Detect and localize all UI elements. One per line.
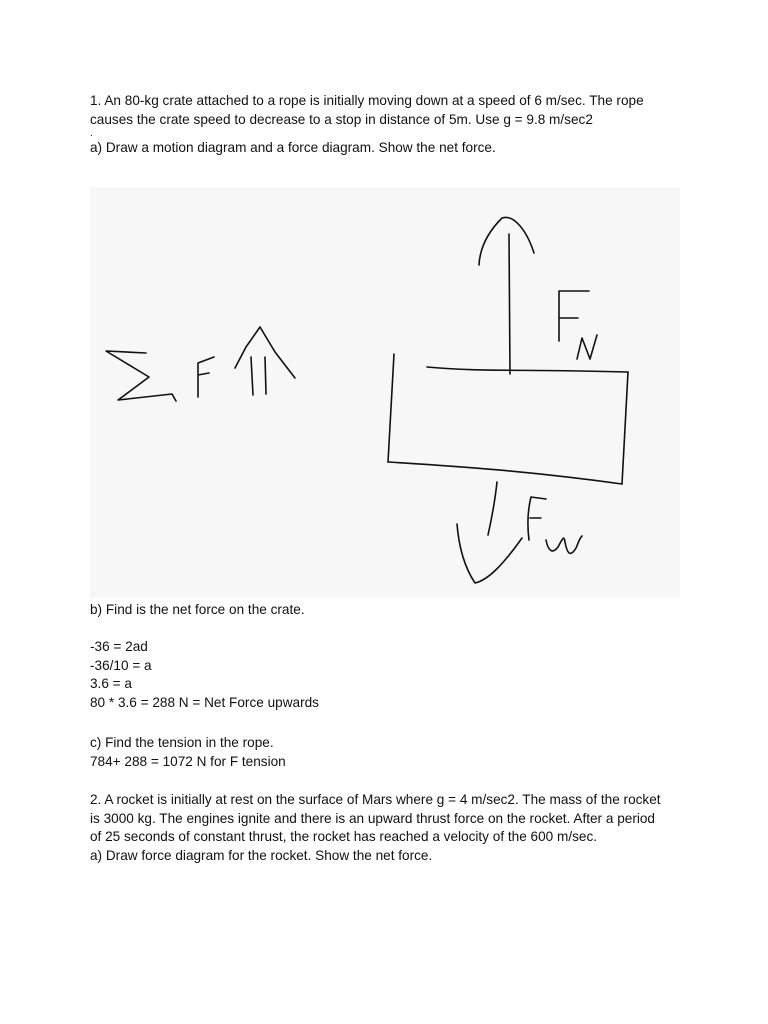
sigma-glyph: [106, 351, 176, 401]
problem-1-line: 1. An 80-kg crate attached to a rope is initially moving down at a speed of 6 m/sec. The rope: [90, 93, 644, 108]
problem-2-line: is 3000 kg. The engines ignite and there is an upward thrust force on the rocket. After a period: [90, 810, 655, 826]
crate-left-edge: [388, 354, 394, 462]
weight-force-label: [528, 497, 582, 553]
normal-force-head: [479, 217, 534, 265]
normal-force-n-glyph: [577, 335, 597, 359]
part-c-answer: 784+ 288 = 1072 N for F tension: [90, 753, 286, 769]
part-b-work-line: -36 = 2ad: [90, 639, 148, 654]
crate-bottom-edge: [388, 462, 622, 484]
weight-force-head: [457, 524, 522, 583]
arrow-left-shaft: [251, 357, 253, 395]
part-b-question: b) Find is the net force on the crate.: [90, 602, 305, 617]
net-force-up-arrow: [235, 327, 295, 395]
crate-top-edge: [427, 367, 628, 372]
problem-2-part-a: a) Draw force diagram for the rocket. Show the net force.: [90, 847, 433, 863]
force-diagram-sketch: [90, 187, 680, 598]
crate-right-edge: [622, 372, 628, 484]
problem-2-line: 2. A rocket is initially at rest on the surface of Mars where g = 4 m/sec2. The mass of the rocket: [90, 792, 661, 807]
part-b-answer: 80 * 3.6 = 288 N = Net Force upwards: [90, 694, 319, 710]
normal-force-shaft: [509, 234, 510, 374]
normal-force-f-glyph: [559, 291, 589, 341]
crate-box: [388, 354, 628, 484]
arrow-right-shaft: [265, 357, 266, 394]
problem-1-part-a: a) Draw a motion diagram and a force diagram. Show the net force.: [90, 140, 496, 155]
problem-1-line: .: [90, 128, 93, 139]
spacer: [90, 620, 690, 639]
problem-2-line: of 25 seconds of constant thrust, the rocket has reached a velocity of the 600 m/sec.: [90, 829, 598, 844]
problem-1-statement: [90, 92, 690, 158]
weight-force-f-glyph: [528, 497, 546, 540]
problem-2-statement: [90, 791, 690, 865]
problem-1-line: causes the crate speed to decrease to a stop in distance of 5m. Use g = 9.8 m/sec2: [90, 111, 593, 127]
part-c-section: [90, 734, 690, 771]
handwritten-force-diagram: [90, 187, 680, 598]
part-b-work-line: 3.6 = a: [90, 676, 132, 691]
weight-force-shaft: [488, 482, 497, 535]
part-c-question: c) Find the tension in the rope.: [90, 735, 274, 750]
letter-f-glyph: [198, 357, 214, 397]
weight-force-w-glyph: [546, 536, 582, 553]
part-b-work-line: -36/10 = a: [90, 657, 152, 673]
weight-force-arrow: [457, 482, 522, 583]
part-b-section: [90, 601, 690, 712]
normal-force-label: [559, 291, 597, 359]
normal-force-arrow: [479, 217, 534, 374]
net-force-label: [106, 351, 214, 401]
